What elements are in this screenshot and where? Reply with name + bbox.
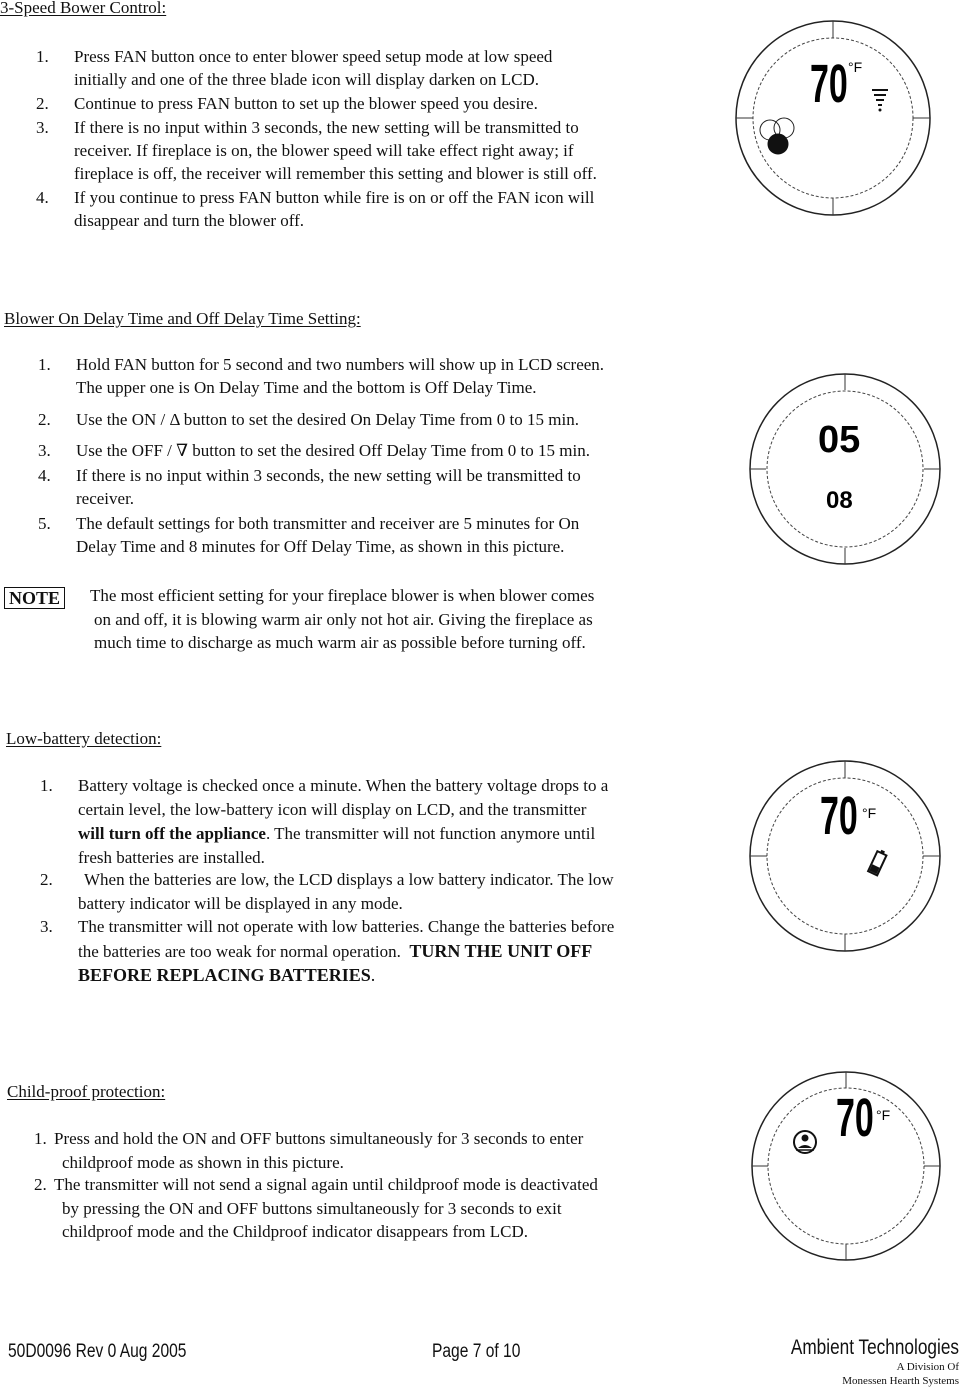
note-line: much time to discharge as much warm air as possible before turning off.: [94, 633, 586, 652]
lcd-temperature: 70: [810, 52, 848, 114]
list-number: 1.: [34, 1129, 47, 1148]
bold-text: will turn off the appliance: [78, 824, 266, 843]
list-number: 5.: [38, 514, 51, 533]
list-item: [0, 512, 720, 560]
list-text: Battery voltage is checked once a minute. When the battery voltage drops to a: [78, 776, 609, 795]
list-number: 1.: [36, 47, 49, 66]
list-text: [78, 822, 595, 846]
list-item: [0, 1173, 720, 1245]
low-battery-icon: [868, 848, 888, 875]
footer-parent-company: Monessen Hearth Systems: [842, 1375, 959, 1387]
list-item: [0, 1127, 720, 1175]
list-text: disappear and turn the blower off.: [74, 211, 305, 230]
list-number: 3.: [40, 917, 53, 936]
list-text: [78, 963, 375, 987]
lcd-fan-illustration: [728, 20, 938, 220]
list-number: 2.: [36, 94, 49, 113]
note-text: [0, 584, 720, 656]
note-line: on and off, it is blowing warm air only not hot air. Giving the fireplace as: [94, 610, 593, 629]
list-number: 2.: [34, 1175, 47, 1194]
list-text: Press FAN button once to enter blower speed setup mode at low speed: [74, 47, 553, 66]
fan-blade-icon: [760, 118, 794, 154]
list-item: [0, 774, 730, 870]
list-item: [0, 439, 720, 463]
list-text: If you continue to press FAN button while fire is on or off the FAN icon will: [74, 188, 595, 207]
list-text: Delay Time and 8 minutes for Off Delay Time, as shown in this picture.: [76, 537, 565, 556]
bold-text: TURN THE UNIT OFF: [409, 941, 593, 961]
section-title-battery: Low-battery detection:: [6, 729, 162, 748]
list-number: 2.: [40, 870, 53, 889]
lcd-childproof-illustration: [748, 1068, 944, 1264]
lcd-unit: °F: [862, 805, 877, 821]
list-number: 4.: [36, 188, 49, 207]
childproof-icon: [794, 1131, 816, 1153]
list-item: [0, 186, 720, 234]
list-item: [0, 464, 720, 512]
list-item: [0, 408, 720, 432]
lcd-off-delay: 08: [826, 487, 853, 514]
lcd-on-delay: 05: [818, 419, 861, 461]
lcd-temperature: 70: [836, 1086, 874, 1148]
footer-company: Ambient Technologies: [790, 1336, 959, 1359]
list-text: receiver. If fireplace is on, the blower speed will take effect right away; if: [74, 141, 574, 160]
list-text: If there is no input within 3 seconds, the new setting will be transmitted to: [76, 466, 581, 485]
list-number: 3.: [38, 441, 51, 460]
list-text-part: the batteries are too weak for normal operation.: [78, 942, 401, 961]
list-number: 4.: [38, 466, 51, 485]
footer-page-number: Page 7 of 10: [432, 1341, 521, 1362]
list-text-rest: .: [370, 965, 376, 985]
list-text: The default settings for both transmitter and receiver are 5 minutes for On: [76, 514, 580, 533]
list-text: certain level, the low-battery icon will display on LCD, and the transmitter: [78, 800, 587, 819]
list-number: 1.: [38, 355, 51, 374]
list-text-rest: . The transmitter will not function anymore until: [265, 824, 596, 843]
fan-signal-icon: [872, 90, 888, 112]
list-text: Continue to press FAN button to set up the blower speed you desire.: [74, 94, 538, 113]
list-text: fireplace is off, the receiver will remember this setting and blower is still off.: [74, 164, 597, 183]
list-item: [0, 45, 720, 93]
list-text: [78, 939, 592, 964]
list-text: receiver.: [76, 489, 135, 508]
lcd-unit: °F: [848, 59, 863, 75]
footer-division: A Division Of: [896, 1361, 959, 1373]
list-text: initially and one of the three blade icon will display darken on LCD.: [74, 70, 540, 89]
list-text: battery indicator will be displayed in any mode.: [78, 894, 403, 913]
list-text: Press and hold the ON and OFF buttons simultaneously for 3 seconds to enter: [54, 1129, 584, 1148]
lcd-delay-illustration: [748, 372, 944, 570]
section-title-childproof: Child-proof protection:: [7, 1082, 166, 1101]
list-text: Use the OFF / ∇ button to set the desired Off Delay Time from 0 to 15 min.: [76, 441, 590, 460]
list-text: by pressing the ON and OFF buttons simultaneously for 3 seconds to exit: [62, 1199, 562, 1218]
note-label: NOTE: [4, 587, 65, 609]
list-text: If there is no input within 3 seconds, the new setting will be transmitted to: [74, 118, 579, 137]
list-item: [0, 116, 720, 188]
list-text: The transmitter will not send a signal again until childproof mode is deactivated: [54, 1175, 598, 1194]
list-text: The transmitter will not operate with low batteries. Change the batteries before: [78, 917, 615, 936]
note-line: The most efficient setting for your fireplace blower is when blower comes: [90, 586, 595, 605]
section-title-delay: Blower On Delay Time and Off Delay Time Setting:: [4, 309, 361, 328]
list-item: [0, 915, 730, 987]
bold-text: BEFORE REPLACING BATTERIES: [78, 965, 371, 985]
section-title-3-speed: 3-Speed Bower Control:: [0, 0, 167, 17]
list-number: 2.: [38, 410, 51, 429]
list-text: The upper one is On Delay Time and the bottom is Off Delay Time.: [76, 378, 537, 397]
list-text: Hold FAN button for 5 second and two numbers will show up in LCD screen.: [76, 355, 605, 374]
list-text: Use the ON / Δ button to set the desired On Delay Time from 0 to 15 min.: [76, 410, 579, 429]
list-text: childproof mode as shown in this picture.: [62, 1153, 344, 1172]
list-number: 3.: [36, 118, 49, 137]
list-item: [0, 353, 720, 401]
footer-doc-id: 50D0096 Rev 0 Aug 2005: [8, 1341, 187, 1362]
list-item: [0, 92, 720, 116]
list-item: [0, 868, 730, 916]
footer-company-block: [699, 1336, 959, 1388]
list-text: When the batteries are low, the LCD displays a low battery indicator. The low: [84, 870, 614, 889]
list-text: fresh batteries are installed.: [78, 848, 265, 867]
lcd-temperature: 70: [820, 784, 858, 846]
lcd-unit: °F: [876, 1107, 891, 1123]
list-number: 1.: [40, 776, 53, 795]
list-text: childproof mode and the Childproof indicator disappears from LCD.: [62, 1222, 528, 1241]
lcd-battery-illustration: [748, 758, 946, 956]
